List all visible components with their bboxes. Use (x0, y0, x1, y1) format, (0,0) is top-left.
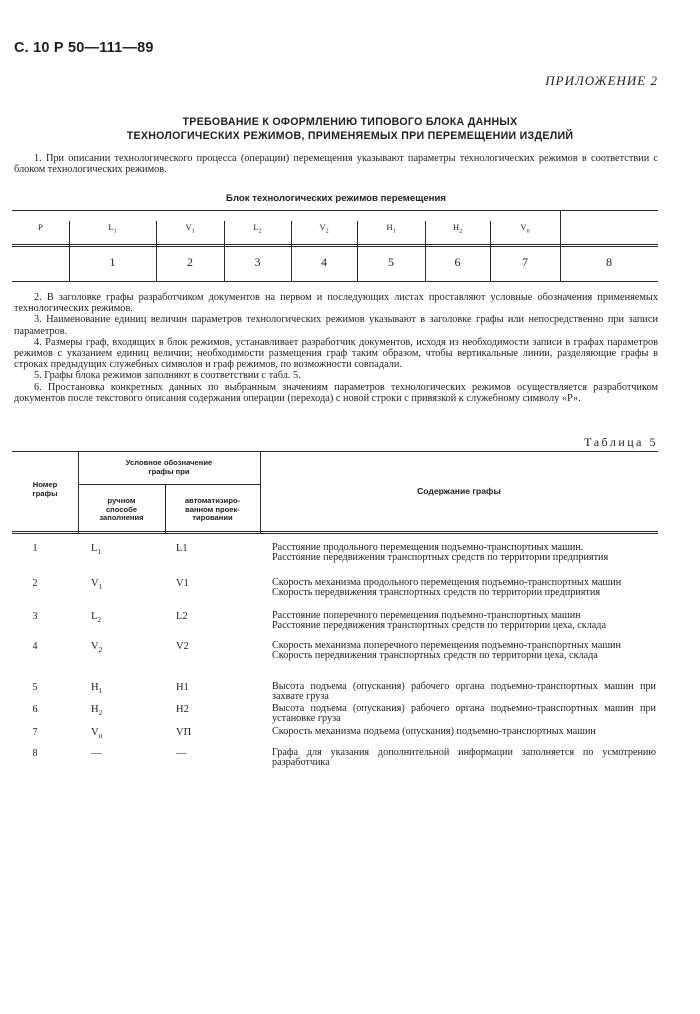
row-manual-symbol (91, 611, 101, 624)
row-content-line: Скорость механизма поперечного перемещения подъемно-транспортных машин (272, 640, 621, 651)
row-auto-symbol: L2 (176, 611, 188, 622)
row-number: 2 (32, 578, 38, 589)
parameter-symbol: $L_1$ (108, 222, 117, 235)
parameter-symbol: — (91, 748, 102, 759)
mode-column-divider (490, 221, 491, 281)
parameter-symbol: P (38, 222, 43, 232)
table-5-caption: Таблица 5 (584, 435, 658, 449)
mode-block-caption: Блок технологических режимов перемещения (226, 193, 446, 204)
mode-block-table (12, 210, 658, 282)
mode-number-cell: 7 (522, 255, 528, 269)
row-content (272, 682, 656, 703)
row-manual-symbol (91, 641, 102, 654)
header-symbol-group-line: Условное обозначение (125, 458, 213, 467)
document-header-id: С. 10 Р 50—111—89 (14, 40, 154, 56)
numbered-paragraph-text: 3. Наименование единиц величин параметров технологических режимов указывают в заголовке графы или непосредственно при записи параметров. (14, 314, 658, 337)
page-title-line-1: ТРЕБОВАНИЕ К ОФОРМЛЕНИЮ ТИПОВОГО БЛОКА ДАННЫХ (182, 116, 518, 128)
parameter-symbol: $V_1$ (185, 222, 195, 235)
mode-number-cell: 8 (606, 255, 612, 269)
header-auto-line: тировании (192, 513, 233, 523)
parameter-symbol: $H_2$ (91, 704, 103, 718)
row-manual-symbol (91, 578, 102, 591)
parameter-symbol: $V_2$ (91, 641, 103, 655)
row-content-line: Расстояние передвижения транспортных средств по территории цеха, склада (272, 620, 607, 632)
appendix-label: ПРИЛОЖЕНИЕ 2 (545, 73, 658, 88)
header-manual-line: ручном (107, 496, 136, 505)
mode-column-divider (291, 221, 292, 281)
row-content-line: Скорость механизма продольного перемещения подъемно-транспортных машин (272, 577, 622, 588)
parameter-symbol: $H_2$ (452, 222, 463, 235)
row-content-line: Скорость передвижения транспортных средств по территории цеха, склада (272, 650, 598, 662)
mode-number-cell: 5 (388, 255, 394, 269)
row-auto-symbol: H2 (176, 704, 189, 715)
header-number (12, 481, 78, 498)
mode-column-divider (357, 221, 358, 281)
row-number: 3 (32, 611, 38, 622)
header-content: Содержание графы (417, 486, 501, 496)
header-symbol-group-line: графы при (148, 466, 190, 476)
row-number: 1 (32, 543, 38, 554)
row-content-line: Расстояние продольного перемещения подъемно-транспортных машин. (272, 542, 584, 553)
mode-column-divider (224, 221, 225, 281)
mode-header-cell (224, 222, 291, 235)
parameter-symbol: $V_2$ (319, 222, 329, 235)
row-number: 4 (32, 641, 38, 652)
row-auto-symbol: H1 (176, 682, 189, 693)
numbered-paragraph (14, 370, 658, 381)
row-manual-symbol (91, 748, 102, 759)
parameter-symbol: $L_2$ (253, 222, 262, 235)
mode-header-p (12, 222, 69, 232)
paragraph-1-text: 1. При описании технологического процесса (операции) перемещения указывают параметры технологических режимов в соответствии с блоком технологических режимов. (14, 153, 658, 176)
row-auto-symbol: V1 (176, 578, 189, 589)
row-manual-symbol (91, 543, 101, 556)
row-number: 6 (32, 704, 38, 715)
header-number-line: графы (32, 488, 58, 498)
row-auto-symbol: L1 (176, 543, 188, 554)
mode-number-cell: 6 (454, 255, 461, 269)
paragraphs-block (14, 292, 658, 404)
row-number: 7 (32, 727, 38, 738)
row-content (272, 727, 656, 737)
mode-header-cell (425, 222, 490, 235)
numbered-paragraph-text: 2. В заголовке графы разработчиком документов на первом и последующих листах проставляют условные обозначения применяемых технологических режимов. (14, 292, 658, 315)
row-content-line: Скорость передвижения транспортных средств по территории предприятия (272, 587, 601, 599)
row-auto-symbol: — (176, 748, 187, 759)
row-auto-symbol: V2 (176, 641, 189, 652)
row-content (272, 543, 656, 564)
row-manual-symbol (91, 704, 102, 717)
mode-header-cell (69, 222, 156, 235)
numbered-paragraph (14, 292, 658, 314)
mode-header-cell (156, 222, 224, 235)
mode-number-cell: 2 (187, 255, 193, 269)
row-content (272, 704, 656, 725)
row-content-line: Расстояние передвижения транспортных средств по территории предприятия (272, 552, 609, 564)
header-auto-line: ванном проек- (185, 504, 240, 514)
numbered-paragraph-text: 6. Простановка конкретных данных по выбранным значениям параметров технологических режимов осуществляется разработчиком документов после текстового описания содержания операции (перехода) с новой строки с привязкой к служебному символу «Р». (14, 381, 658, 404)
header-symbol-group (78, 459, 260, 476)
header-manual (78, 497, 165, 523)
row-auto-symbol: VП (176, 727, 192, 738)
mode-column-divider (69, 221, 70, 281)
row-content (272, 748, 656, 769)
row-content-line: Графа для указания дополнительной информации заполняется по усмотрению разработчика (272, 747, 656, 769)
header-manual-line: способе (105, 504, 138, 514)
row-content-line: Высота подъема (опускания) рабочего органа подъемно-транспортных машин при захвате груза (272, 681, 656, 703)
numbered-paragraph-text: 5. Графы блока режимов заполняют в соответствии с табл. 5. (34, 370, 301, 382)
parameter-symbol: $L_2$ (91, 611, 102, 625)
numbered-paragraph (14, 382, 658, 404)
numbered-paragraph-text: 4. Размеры граф, входящих в блок режимов, устанавливает разработчик документов, исходя из необходимости записи в графах параметров режимов с указанием единиц величин; необходимости размещения граф таким образом, чтобы вертикальные линии, разделяющие графы в строках предыдущих служебных символов и граф режимов, по возможности совпадали. (14, 336, 658, 371)
row-manual-symbol (91, 682, 102, 695)
page-title-line-2: ТЕХНОЛОГИЧЕСКИХ РЕЖИМОВ, ПРИМЕНЯЕМЫХ ПРИ ПЕРЕМЕЩЕНИИ ИЗДЕЛИЙ (126, 130, 574, 142)
mode-header-cell (291, 222, 357, 235)
row-content-line: Высота подъема (опускания) рабочего органа подъемно-транспортных машин при установке груза (272, 703, 656, 725)
header-auto (165, 497, 260, 523)
parameter-symbol: $H_1$ (91, 682, 103, 696)
row-content-line: Скорость механизма подъема (опускания) подъемно-транспортных машин (272, 726, 596, 737)
numbered-paragraph (14, 314, 658, 336)
header-number-line: Номер (32, 480, 58, 489)
mode-column-divider (560, 210, 561, 281)
mode-header-cell (490, 222, 560, 235)
parameter-symbol: $L_1$ (91, 543, 102, 557)
parameter-symbol: $H_1$ (386, 222, 396, 235)
row-manual-symbol (91, 727, 103, 740)
row-number: 5 (32, 682, 38, 693)
mode-number-cell: 1 (109, 255, 116, 269)
mode-number-cell: 3 (254, 255, 261, 269)
parameter-symbol: $V_п$ (91, 727, 103, 741)
row-content-line: Расстояние поперечного перемещения подъемно-транспортных машин (272, 610, 581, 621)
mode-header-cell (357, 222, 425, 235)
paragraph-1 (14, 153, 658, 175)
mode-column-divider (156, 221, 157, 281)
mode-column-divider (425, 221, 426, 281)
row-content (272, 578, 656, 599)
header-auto-line: автоматизиро- (184, 496, 241, 505)
numbered-paragraph (14, 337, 658, 371)
parameter-symbol: $V_п$ (520, 222, 530, 235)
parameter-symbol: $V_1$ (91, 578, 103, 592)
row-content (272, 611, 656, 632)
header-manual-line: заполнения (99, 513, 144, 523)
row-content (272, 641, 656, 662)
row-number: 8 (32, 748, 38, 759)
mode-number-cell: 4 (321, 255, 327, 269)
table-5 (12, 451, 658, 781)
